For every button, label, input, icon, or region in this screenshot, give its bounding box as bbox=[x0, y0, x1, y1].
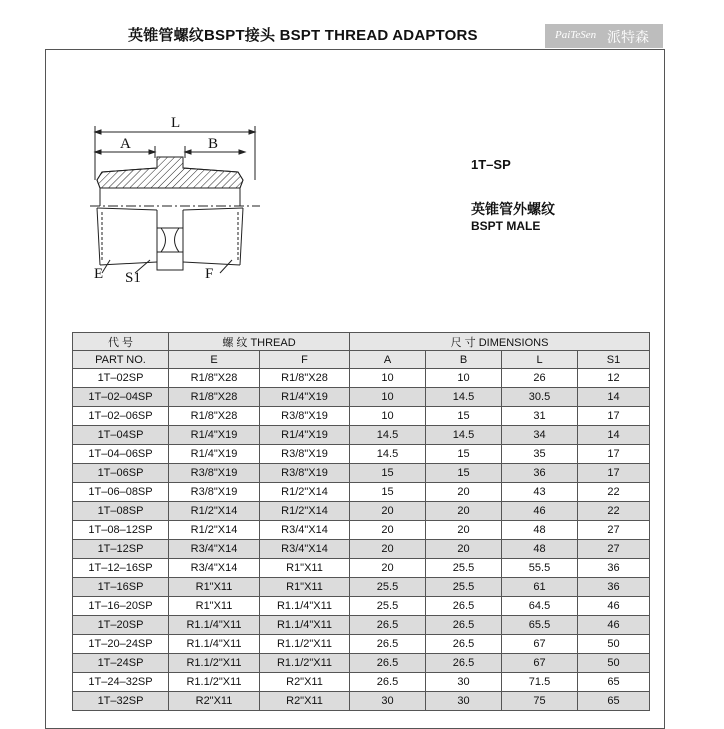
cell-dim-l: 36 bbox=[502, 464, 578, 483]
cell-dim-b: 14.5 bbox=[426, 388, 502, 407]
cell-dim-l: 67 bbox=[502, 654, 578, 673]
cell-dim-l: 30.5 bbox=[502, 388, 578, 407]
header-s1: S1 bbox=[578, 351, 650, 369]
table-body bbox=[73, 369, 650, 711]
cell-part-no: 1T–04SP bbox=[73, 426, 169, 445]
cell-dim-b: 20 bbox=[426, 540, 502, 559]
cell-dim-l: 71.5 bbox=[502, 673, 578, 692]
cell-dim-s1: 50 bbox=[578, 635, 650, 654]
cell-thread-f: R1/2"X14 bbox=[260, 483, 350, 502]
header-thread: 螺 纹 THREAD bbox=[169, 333, 350, 351]
table-row bbox=[73, 407, 650, 426]
cell-thread-f: R1"X11 bbox=[260, 578, 350, 597]
cell-dim-b: 30 bbox=[426, 692, 502, 711]
cell-dim-b: 15 bbox=[426, 464, 502, 483]
cell-thread-e: R3/4"X14 bbox=[169, 559, 260, 578]
cell-dim-l: 61 bbox=[502, 578, 578, 597]
cell-dim-a: 20 bbox=[350, 502, 426, 521]
cell-thread-e: R1/8"X28 bbox=[169, 369, 260, 388]
cell-thread-e: R1.1/2"X11 bbox=[169, 654, 260, 673]
cell-dim-a: 20 bbox=[350, 540, 426, 559]
cell-part-no: 1T–08SP bbox=[73, 502, 169, 521]
cell-dim-l: 31 bbox=[502, 407, 578, 426]
dimensions-table bbox=[72, 332, 650, 711]
cell-thread-e: R1/4"X19 bbox=[169, 426, 260, 445]
cell-dim-b: 10 bbox=[426, 369, 502, 388]
cell-part-no: 1T–08–12SP bbox=[73, 521, 169, 540]
cell-thread-f: R3/8"X19 bbox=[260, 464, 350, 483]
dim-label-b: B bbox=[208, 136, 219, 152]
cell-dim-a: 30 bbox=[350, 692, 426, 711]
cell-thread-e: R1.1/4"X11 bbox=[169, 616, 260, 635]
cell-dim-a: 26.5 bbox=[350, 635, 426, 654]
header-a: A bbox=[350, 351, 426, 369]
product-code: 1T–SP bbox=[471, 157, 511, 172]
table-row bbox=[73, 521, 650, 540]
cell-thread-e: R1/4"X19 bbox=[169, 445, 260, 464]
cell-thread-f: R1/4"X19 bbox=[260, 388, 350, 407]
cell-dim-s1: 22 bbox=[578, 483, 650, 502]
cell-thread-e: R3/8"X19 bbox=[169, 483, 260, 502]
table-row bbox=[73, 597, 650, 616]
cell-dim-s1: 65 bbox=[578, 673, 650, 692]
cell-dim-s1: 50 bbox=[578, 654, 650, 673]
cell-dim-b: 15 bbox=[426, 407, 502, 426]
header-f: F bbox=[260, 351, 350, 369]
cell-part-no: 1T–06SP bbox=[73, 464, 169, 483]
cell-dim-l: 48 bbox=[502, 521, 578, 540]
cell-part-no: 1T–12–16SP bbox=[73, 559, 169, 578]
cell-thread-f: R1.1/2"X11 bbox=[260, 635, 350, 654]
fitting-drawing bbox=[80, 110, 270, 290]
table-row bbox=[73, 540, 650, 559]
cell-dim-b: 26.5 bbox=[426, 654, 502, 673]
cell-thread-e: R1.1/4"X11 bbox=[169, 635, 260, 654]
cell-dim-l: 46 bbox=[502, 502, 578, 521]
header-e: E bbox=[169, 351, 260, 369]
cell-dim-b: 14.5 bbox=[426, 426, 502, 445]
cell-dim-s1: 12 bbox=[578, 369, 650, 388]
cell-thread-e: R1/8"X28 bbox=[169, 388, 260, 407]
cell-dim-s1: 27 bbox=[578, 540, 650, 559]
cell-thread-e: R1/8"X28 bbox=[169, 407, 260, 426]
cell-thread-e: R1/2"X14 bbox=[169, 521, 260, 540]
cell-part-no: 1T–32SP bbox=[73, 692, 169, 711]
table-row bbox=[73, 426, 650, 445]
table-row bbox=[73, 502, 650, 521]
cell-dim-l: 34 bbox=[502, 426, 578, 445]
cell-thread-e: R1"X11 bbox=[169, 578, 260, 597]
cell-dim-b: 20 bbox=[426, 521, 502, 540]
cell-dim-s1: 65 bbox=[578, 692, 650, 711]
cell-part-no: 1T–04–06SP bbox=[73, 445, 169, 464]
cell-dim-l: 35 bbox=[502, 445, 578, 464]
cell-dim-s1: 14 bbox=[578, 388, 650, 407]
cell-dim-s1: 27 bbox=[578, 521, 650, 540]
cell-part-no: 1T–12SP bbox=[73, 540, 169, 559]
cell-part-no: 1T–20SP bbox=[73, 616, 169, 635]
cell-dim-b: 20 bbox=[426, 502, 502, 521]
product-desc-en: BSPT MALE bbox=[471, 219, 541, 233]
cell-thread-f: R3/4"X14 bbox=[260, 540, 350, 559]
header-dimensions: 尺 寸 DIMENSIONS bbox=[350, 333, 650, 351]
cell-dim-l: 48 bbox=[502, 540, 578, 559]
cell-dim-s1: 46 bbox=[578, 616, 650, 635]
cell-thread-f: R1.1/4"X11 bbox=[260, 597, 350, 616]
cell-part-no: 1T–16SP bbox=[73, 578, 169, 597]
cell-dim-a: 26.5 bbox=[350, 673, 426, 692]
cell-dim-l: 55.5 bbox=[502, 559, 578, 578]
table-row bbox=[73, 635, 650, 654]
cell-dim-a: 26.5 bbox=[350, 616, 426, 635]
table-subheader-row bbox=[73, 351, 650, 369]
cell-dim-a: 20 bbox=[350, 559, 426, 578]
cell-part-no: 1T–02–04SP bbox=[73, 388, 169, 407]
table-row bbox=[73, 654, 650, 673]
cell-thread-e: R2"X11 bbox=[169, 692, 260, 711]
cell-thread-f: R3/4"X14 bbox=[260, 521, 350, 540]
cell-dim-b: 26.5 bbox=[426, 616, 502, 635]
brand-latin-text: PaiTeSen bbox=[555, 29, 597, 41]
cell-thread-f: R2"X11 bbox=[260, 692, 350, 711]
dim-label-s1: S1 bbox=[125, 270, 141, 286]
cell-dim-b: 26.5 bbox=[426, 597, 502, 616]
table-header-row bbox=[73, 333, 650, 351]
cell-part-no: 1T–02SP bbox=[73, 369, 169, 388]
table-row bbox=[73, 483, 650, 502]
cell-dim-l: 43 bbox=[502, 483, 578, 502]
cell-dim-a: 26.5 bbox=[350, 654, 426, 673]
cell-dim-s1: 36 bbox=[578, 578, 650, 597]
table-row bbox=[73, 388, 650, 407]
brand-cjk-text: 派特森 bbox=[607, 29, 649, 45]
header-part-no: PART NO. bbox=[73, 351, 169, 369]
cell-dim-b: 20 bbox=[426, 483, 502, 502]
cell-thread-f: R1/4"X19 bbox=[260, 426, 350, 445]
table-row bbox=[73, 616, 650, 635]
table-row bbox=[73, 692, 650, 711]
cell-dim-b: 25.5 bbox=[426, 578, 502, 597]
cell-thread-f: R2"X11 bbox=[260, 673, 350, 692]
cell-dim-b: 25.5 bbox=[426, 559, 502, 578]
cell-dim-b: 15 bbox=[426, 445, 502, 464]
cell-dim-s1: 46 bbox=[578, 597, 650, 616]
cell-dim-b: 26.5 bbox=[426, 635, 502, 654]
cell-dim-b: 30 bbox=[426, 673, 502, 692]
cell-dim-l: 75 bbox=[502, 692, 578, 711]
cell-thread-f: R1"X11 bbox=[260, 559, 350, 578]
cell-dim-a: 15 bbox=[350, 464, 426, 483]
cell-dim-s1: 22 bbox=[578, 502, 650, 521]
dim-label-f: F bbox=[205, 266, 214, 282]
cell-dim-s1: 14 bbox=[578, 426, 650, 445]
cell-thread-f: R1/2"X14 bbox=[260, 502, 350, 521]
header-b: B bbox=[426, 351, 502, 369]
cell-thread-f: R1.1/2"X11 bbox=[260, 654, 350, 673]
dim-label-e: E bbox=[94, 266, 104, 282]
cell-thread-f: R1.1/4"X11 bbox=[260, 616, 350, 635]
header-l: L bbox=[502, 351, 578, 369]
table-row bbox=[73, 445, 650, 464]
cell-part-no: 1T–06–08SP bbox=[73, 483, 169, 502]
cell-dim-a: 14.5 bbox=[350, 426, 426, 445]
cell-dim-l: 26 bbox=[502, 369, 578, 388]
cell-thread-e: R1"X11 bbox=[169, 597, 260, 616]
table-row bbox=[73, 578, 650, 597]
cell-dim-l: 64.5 bbox=[502, 597, 578, 616]
cell-dim-a: 14.5 bbox=[350, 445, 426, 464]
cell-dim-a: 10 bbox=[350, 388, 426, 407]
cell-thread-f: R3/8"X19 bbox=[260, 445, 350, 464]
cell-part-no: 1T–16–20SP bbox=[73, 597, 169, 616]
page-title: 英锥管螺纹BSPT接头 BSPT THREAD ADAPTORS bbox=[128, 27, 478, 44]
cell-thread-f: R3/8"X19 bbox=[260, 407, 350, 426]
cell-thread-e: R1.1/2"X11 bbox=[169, 673, 260, 692]
cell-dim-a: 20 bbox=[350, 521, 426, 540]
cell-dim-a: 10 bbox=[350, 407, 426, 426]
cell-dim-s1: 17 bbox=[578, 464, 650, 483]
dim-label-l: L bbox=[171, 115, 181, 131]
brand-logo bbox=[545, 24, 663, 48]
dim-label-a: A bbox=[120, 136, 131, 152]
cell-dim-a: 25.5 bbox=[350, 597, 426, 616]
cell-dim-a: 10 bbox=[350, 369, 426, 388]
cell-dim-s1: 17 bbox=[578, 407, 650, 426]
table-row bbox=[73, 464, 650, 483]
cell-part-no: 1T–02–06SP bbox=[73, 407, 169, 426]
cell-dim-a: 25.5 bbox=[350, 578, 426, 597]
cell-dim-s1: 36 bbox=[578, 559, 650, 578]
product-desc-cn: 英锥管外螺纹 bbox=[471, 201, 555, 217]
cell-thread-e: R3/4"X14 bbox=[169, 540, 260, 559]
cell-thread-e: R1/2"X14 bbox=[169, 502, 260, 521]
table-row bbox=[73, 369, 650, 388]
cell-dim-l: 67 bbox=[502, 635, 578, 654]
cell-dim-a: 15 bbox=[350, 483, 426, 502]
header-part-no-cn: 代 号 bbox=[73, 333, 169, 351]
table-row bbox=[73, 673, 650, 692]
cell-part-no: 1T–24SP bbox=[73, 654, 169, 673]
cell-part-no: 1T–20–24SP bbox=[73, 635, 169, 654]
cell-thread-e: R3/8"X19 bbox=[169, 464, 260, 483]
cell-part-no: 1T–24–32SP bbox=[73, 673, 169, 692]
cell-thread-f: R1/8"X28 bbox=[260, 369, 350, 388]
table-row bbox=[73, 559, 650, 578]
cell-dim-s1: 17 bbox=[578, 445, 650, 464]
cell-dim-l: 65.5 bbox=[502, 616, 578, 635]
